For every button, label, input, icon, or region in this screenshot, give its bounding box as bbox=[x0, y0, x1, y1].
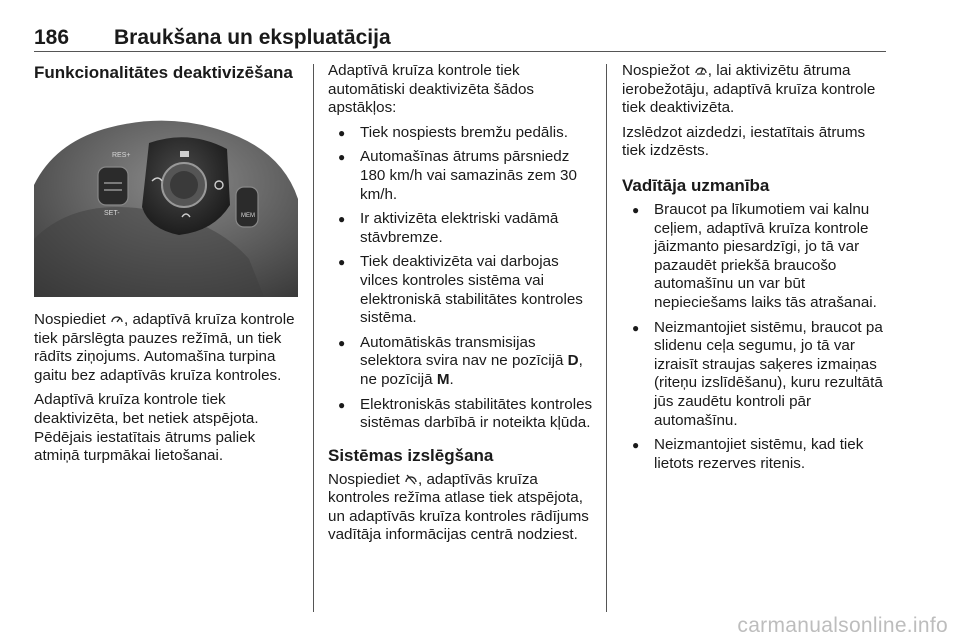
list-item: ● Tiek nospiests bremžu pedālis. bbox=[328, 124, 598, 143]
list-item: ● Braucot pa līkumotiem vai kalnu ceļiem, adaptīvā kruīza kontrole jāizmanto piesardzīgi, jo tā var pazaudēt priekšā braucošo automašīnu un var būt nepieciešams laiks tās atrašanai. bbox=[622, 201, 892, 313]
heading-deactivation: Funkcionalitātes deaktivizēšana bbox=[34, 63, 293, 82]
paragraph-memory: Adaptīvā kruīza kontrole tiek deaktivizēta, bet netiek atspējota. Pēdējais iestatītais ātrums paliek atmiņā turpmākai lietošanai. bbox=[34, 391, 259, 465]
paragraph-pause: Nospiediet , adaptīvā kruīza kontrole tiek pārslēgta pauzes režīmā, un tiek rādīts ziņojums. Automašīna turpina gaitu bez adaptīvās kruīza kontroles. bbox=[34, 311, 295, 384]
list-item: ● Automātiskās transmisijas selektora svira nav ne pozīcijā D, ne pozīcijā M. bbox=[328, 334, 598, 390]
heading-system-off: Sistēmas izslēgšana bbox=[328, 445, 494, 465]
column-divider-2 bbox=[606, 64, 607, 612]
heading-driver-attention: Vadītāja uzmanība bbox=[622, 175, 770, 195]
mem-label: MEM bbox=[241, 213, 255, 219]
paragraph-system-off: Nospiediet , adaptīvās kruīza kontroles režīma atlase tiek atspējota, un adaptīvās kruīza kontroles rādījums vadītāja informācijas centrā nodziest. bbox=[328, 470, 589, 544]
cruise-off-icon bbox=[404, 473, 418, 485]
list-item: ● Neizmantojiet sistēmu, kad tiek lietots rezerves ritenis. bbox=[622, 436, 892, 473]
column-2 bbox=[328, 62, 598, 551]
cruise-pause-icon bbox=[110, 313, 124, 325]
res-label: RES+ bbox=[112, 152, 131, 159]
list-item: ● Tiek deaktivizēta vai darbojas vilces kontroles sistēma vai elektroniskā stabilitātes kontroles sistēma. bbox=[328, 253, 598, 327]
set-label: SET- bbox=[104, 210, 120, 217]
page-number: 186 bbox=[34, 26, 70, 49]
column-1 bbox=[34, 62, 304, 472]
speed-limiter-icon bbox=[694, 64, 708, 76]
warning-list bbox=[622, 201, 892, 473]
header-rule bbox=[34, 51, 886, 52]
list-item: ● Automašīnas ātrums pārsniedz 180 km/h vai samazinās zem 30 km/h. bbox=[328, 148, 598, 204]
paragraph-speed-limiter: Nospiežot , lai aktivizētu ātruma ierobežotāju, adaptīvā kruīza kontrole tiek deaktivizēta. bbox=[622, 62, 876, 117]
column-3 bbox=[622, 62, 892, 479]
paragraph-auto-deactivation: Adaptīvā kruīza kontrole tiek automātiski deaktivizēta šādos apstākļos: bbox=[328, 62, 534, 117]
list-item: ● Elektroniskās stabilitātes kontroles sistēmas darbībā ir noteikta kļūda. bbox=[328, 396, 598, 433]
condition-list bbox=[328, 124, 598, 433]
column-divider-1 bbox=[313, 64, 314, 612]
paragraph-ignition: Izslēdzot aizdedzi, iestatītais ātrums tiek izdzēsts. bbox=[622, 123, 866, 160]
page-header bbox=[34, 26, 886, 52]
watermark: carmanualsonline.info bbox=[737, 614, 948, 637]
list-item: ● Ir aktivizēta elektriski vadāmā stāvbremze. bbox=[328, 210, 598, 247]
steering-wheel-controls-photo bbox=[34, 89, 298, 297]
page-title: Braukšana un ekspluatācija bbox=[114, 26, 391, 49]
list-item: ● Neizmantojiet sistēmu, braucot pa slidenu ceļa segumu, jo tā var izraisīt straujas saķeres izmaiņas (riteņu izslīdēšanu), kuru rezultātā jūs zaudētu kontroli pār automašīnu. bbox=[622, 319, 892, 431]
